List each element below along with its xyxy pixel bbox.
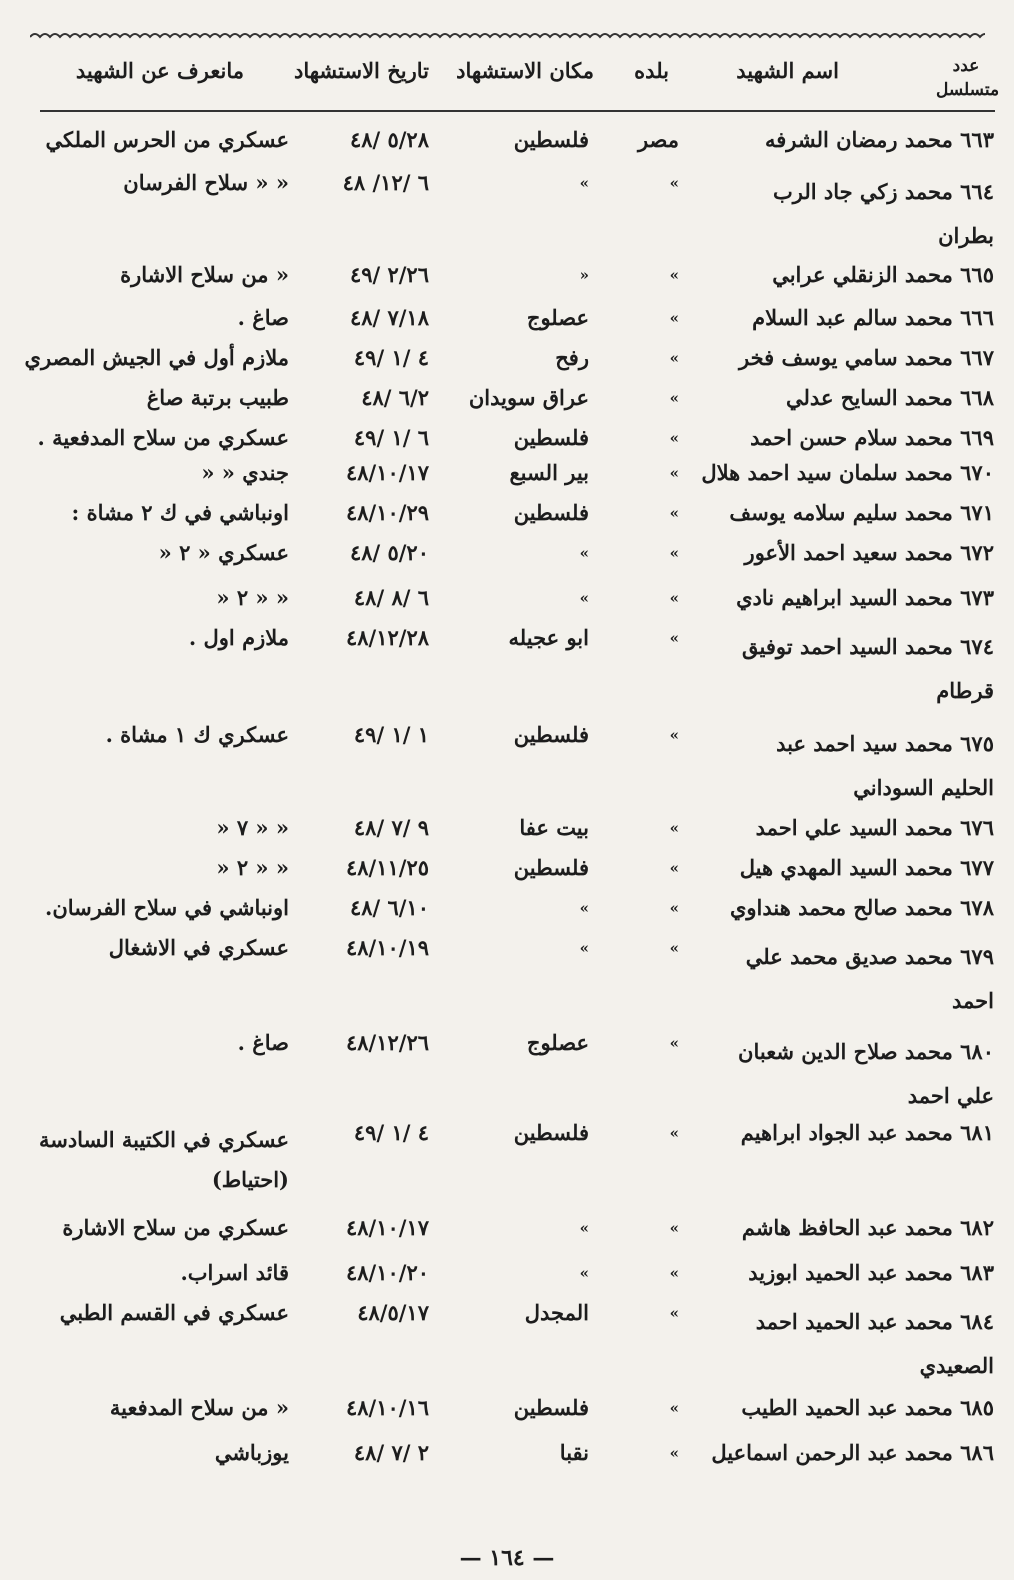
martyr-place: عصلوج: [526, 1030, 589, 1055]
header-date: تاريخ الاستشهاد: [293, 58, 429, 83]
header-place: مكان الاستشهاد: [456, 58, 594, 83]
martyr-date: ٤٨/١٠/٢٠: [345, 1260, 429, 1285]
martyr-name: ٦٧١ محمد سليم سلامه يوسف: [729, 500, 994, 525]
martyr-name: ٦٧٠ محمد سلمان سيد احمد هلال: [701, 460, 994, 485]
martyr-town: »: [669, 1304, 679, 1322]
martyr-place: »: [579, 1264, 589, 1282]
martyr-name: ٦٧٤ محمد السيد احمد توفيق قرطام: [742, 634, 994, 703]
martyr-date: ٦/١٠ /٤٨: [349, 895, 429, 920]
martyr-name: ٦٧٧ محمد السيد المهدي هيل: [739, 855, 994, 880]
martyr-place: فلسطين: [513, 425, 589, 450]
martyr-known: يوزباشي: [214, 1440, 289, 1465]
martyr-known: اونباشي في سلاح الفرسان.: [45, 895, 289, 920]
martyr-name: ٦٦٩ محمد سلام حسن احمد: [750, 425, 994, 450]
martyr-place: »: [579, 589, 589, 607]
martyr-known: عسكري في الاشغال: [108, 935, 289, 960]
martyr-town: »: [669, 504, 679, 522]
martyr-date: ٤٨/١٠/١٦: [345, 1395, 429, 1420]
martyr-town: »: [669, 899, 679, 917]
martyr-town: »: [669, 266, 679, 284]
martyr-known: « « ٧ «: [216, 815, 289, 840]
martyr-name: ٦٦٦ محمد سالم عبد السلام: [752, 305, 994, 330]
martyr-date: ٦ /٨ /٤٨: [353, 585, 429, 610]
martyr-date: ٤٨/١٠/١٩: [345, 935, 429, 960]
martyr-place: ابو عجيله: [508, 625, 589, 650]
top-wavy-rule: [30, 30, 985, 44]
martyr-town: »: [669, 819, 679, 837]
martyr-place: بير السبع: [509, 460, 589, 485]
header-town: بلده: [634, 58, 669, 83]
martyr-place: »: [579, 939, 589, 957]
martyr-known: صاغ .: [237, 305, 289, 330]
martyr-name: ٦٨٣ محمد عبد الحميد ابوزيد: [748, 1260, 994, 1285]
martyr-name: ٦٧٨ محمد صالح محمد هنداوي: [729, 895, 994, 920]
martyr-known: عسكري ك ١ مشاة .: [105, 722, 289, 747]
martyr-date: ٤٨/١٢/٢٨: [345, 625, 429, 650]
martyr-date: ١ /١ /٤٩: [353, 722, 429, 747]
martyr-known: صاغ .: [237, 1030, 289, 1055]
martyr-known: عسكري « ٢ «: [158, 540, 289, 565]
page-number: — ١٦٤ —: [459, 1545, 555, 1571]
martyr-town: »: [669, 309, 679, 327]
martyr-known: ملازم أول في الجيش المصري: [24, 345, 289, 370]
martyr-known: « من سلاح المدفعية: [109, 1395, 289, 1420]
martyr-town: »: [669, 1399, 679, 1417]
martyr-town: »: [669, 859, 679, 877]
martyr-known: اونباشي في ك ٢ مشاة :: [71, 500, 289, 525]
martyr-name: ٦٦٧ محمد سامي يوسف فخر: [738, 345, 994, 370]
martyr-date: ٤٨/١٠/١٧: [345, 1215, 429, 1240]
martyr-date: ٤٨/١١/٢٥: [345, 855, 429, 880]
martyr-known: « من سلاح الاشارة: [120, 262, 289, 287]
martyr-town: »: [669, 464, 679, 482]
martyr-name: ٦٨٠ محمد صلاح الدين شعبان علي احمد: [738, 1039, 994, 1108]
martyr-name: ٦٦٤ محمد زكي جاد الرب بطران: [772, 179, 994, 248]
martyr-place: »: [579, 544, 589, 562]
martyr-place: »: [579, 899, 589, 917]
martyr-town: »: [669, 1219, 679, 1237]
header-name: اسم الشهيد: [736, 58, 839, 83]
martyr-place: »: [579, 174, 589, 192]
martyr-town: »: [669, 174, 679, 192]
martyr-date: ٦ /١ /٤٩: [353, 425, 429, 450]
martyr-known: ملازم اول .: [188, 625, 289, 650]
martyr-place: فلسطين: [513, 127, 589, 152]
martyr-date: ٤ /١ /٤٩: [353, 1120, 429, 1145]
martyr-town: »: [669, 939, 679, 957]
martyr-date: ٦ /١٢/ ٤٨: [342, 170, 429, 195]
martyr-date: ٥/٢٠ /٤٨: [349, 540, 429, 565]
martyr-date: ٤٨/١٠/١٧: [345, 460, 429, 485]
martyr-name: ٦٧٣ محمد السيد ابراهيم نادي: [736, 585, 994, 610]
martyr-name: ٦٧٢ محمد سعيد احمد الأعور: [744, 540, 994, 565]
martyr-place: عصلوج: [526, 305, 589, 330]
martyr-known: قائد اسراب.: [180, 1260, 289, 1285]
martyr-known: « « ٢ «: [216, 855, 289, 880]
martyr-date: ٢/٢٦ /٤٩: [349, 262, 429, 287]
martyr-town: »: [669, 544, 679, 562]
header-rule: [40, 110, 995, 112]
martyr-date: ٦/٢ /٤٨: [361, 385, 429, 410]
martyr-town: »: [669, 429, 679, 447]
martyr-name: ٦٨٤ محمد عبد الحميد احمد الصعيدي: [755, 1309, 994, 1378]
martyr-place: نقبا: [559, 1440, 589, 1465]
martyr-known: عسكري من سلاح المدفعية .: [37, 425, 289, 450]
martyr-place: فلسطين: [513, 500, 589, 525]
martyr-date: ٢ /٧ /٤٨: [353, 1440, 429, 1465]
martyr-date: ٩ /٧ /٤٨: [353, 815, 429, 840]
martyr-place: »: [579, 1219, 589, 1237]
martyr-town: »: [669, 1034, 679, 1052]
martyr-place: «: [579, 266, 589, 284]
martyr-name: ٦٨٥ محمد عبد الحميد الطيب: [741, 1395, 994, 1420]
martyr-place: فلسطين: [513, 1395, 589, 1420]
martyr-date: ٤٨/١٢/٢٦: [345, 1030, 429, 1055]
martyr-place: فلسطين: [513, 855, 589, 880]
martyr-date: ٥/٢٨ /٤٨: [349, 127, 429, 152]
martyr-known: « « ٢ «: [216, 585, 289, 610]
martyr-name: ٦٦٥ محمد الزنقلي عرابي: [772, 262, 994, 287]
martyr-place: فلسطين: [513, 722, 589, 747]
martyr-place: المجدل: [524, 1300, 589, 1325]
martyr-place: عراق سويدان: [468, 385, 589, 410]
martyr-known: عسكري من سلاح الاشارة: [62, 1215, 289, 1240]
martyr-town: »: [669, 1124, 679, 1142]
martyr-known: « « سلاح الفرسان: [123, 170, 289, 195]
martyr-known: عسكري في الكتيبة السادسة (احتياط): [38, 1127, 289, 1192]
martyr-date: ٤٨/١٠/٢٩: [345, 500, 429, 525]
martyr-name: ٦٨٦ محمد عبد الرحمن اسماعيل: [711, 1440, 994, 1465]
martyr-name: ٦٨٢ محمد عبد الحافظ هاشم: [741, 1215, 994, 1240]
martyr-name: ٦٦٣ محمد رمضان الشرفه: [764, 127, 994, 152]
martyr-town: »: [669, 1444, 679, 1462]
martyr-name: ٦٧٦ محمد السيد علي احمد: [755, 815, 994, 840]
martyr-town: »: [669, 389, 679, 407]
martyr-town: مصر: [637, 127, 679, 152]
martyr-town: »: [669, 589, 679, 607]
martyr-known: عسكري في القسم الطبي: [59, 1300, 289, 1325]
martyr-name: ٦٧٥ محمد سيد احمد عبد الحليم السوداني: [776, 731, 994, 800]
martyr-known: طبيب برتبة صاغ: [146, 385, 289, 410]
martyr-date: ٧/١٨ /٤٨: [349, 305, 429, 330]
martyr-town: »: [669, 349, 679, 367]
martyr-town: »: [669, 726, 679, 744]
martyr-name: ٦٧٩ محمد صديق محمد علي احمد: [745, 944, 994, 1013]
header-known: مانعرف عن الشهيد: [75, 58, 244, 83]
martyr-name: ٦٨١ محمد عبد الجواد ابراهيم: [740, 1120, 994, 1145]
martyr-date: ٤ /١ /٤٩: [353, 345, 429, 370]
martyr-place: بيت عفا: [519, 815, 589, 840]
martyr-known: جندي « «: [201, 460, 289, 485]
martyr-known: عسكري من الحرس الملكي: [45, 127, 289, 152]
martyr-town: »: [669, 1264, 679, 1282]
martyr-date: ٤٨/٥/١٧: [357, 1300, 429, 1325]
martyr-place: فلسطين: [513, 1120, 589, 1145]
martyr-town: »: [669, 629, 679, 647]
martyr-place: رفح: [555, 345, 589, 370]
header-serial: عدد متسلسل: [936, 56, 1000, 100]
martyr-name: ٦٦٨ محمد السايح عدلي: [786, 385, 994, 410]
